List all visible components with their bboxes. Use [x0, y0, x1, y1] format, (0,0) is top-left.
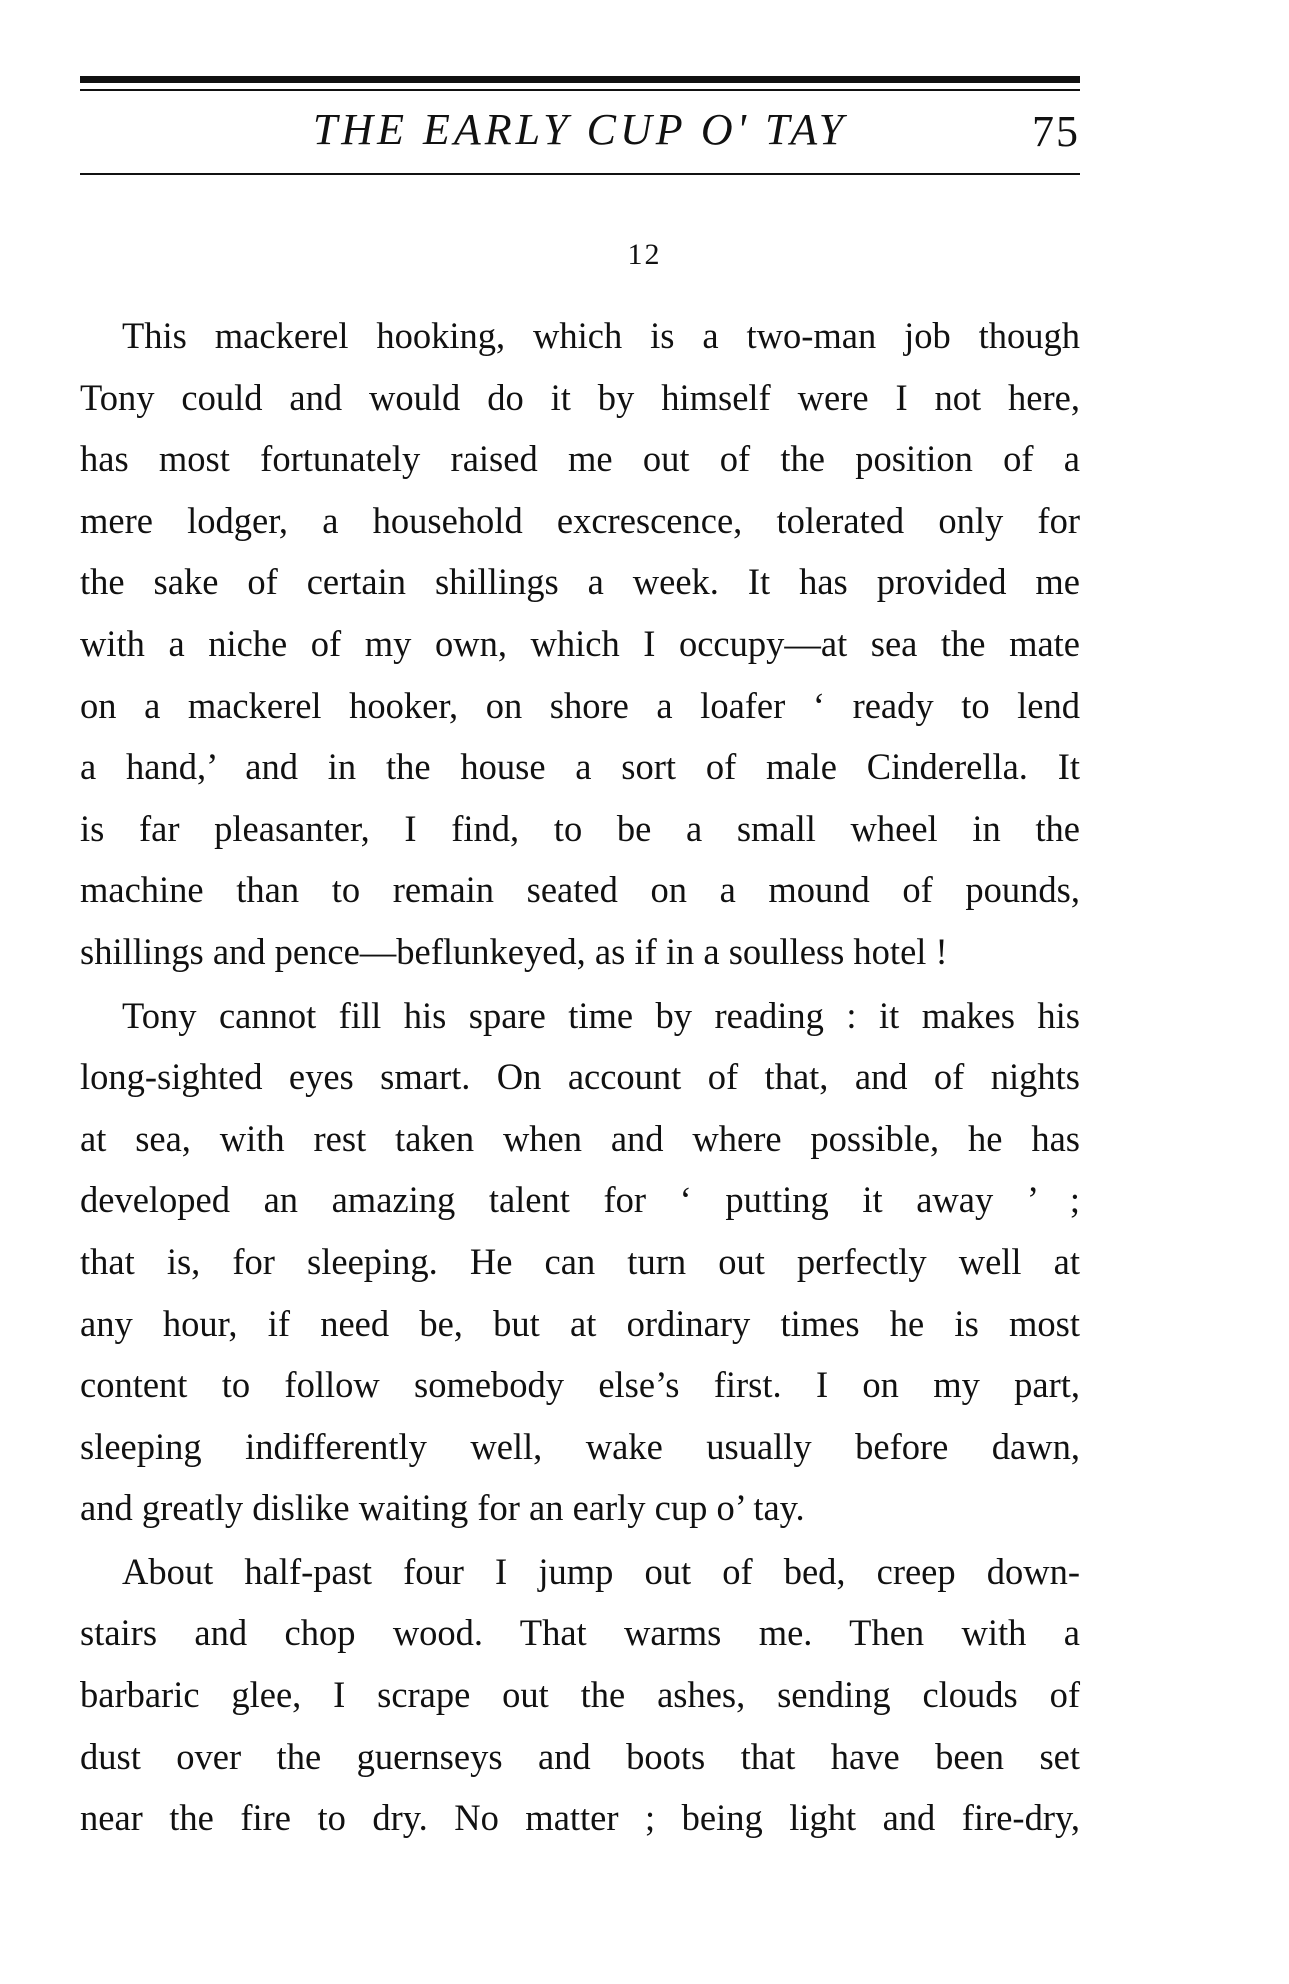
running-head — [80, 98, 1080, 160]
text-line: and greatly dislike waiting for an early cup o’ tay. — [80, 1487, 805, 1529]
text-line: the sake of certain shillings a week. It has provided me — [80, 561, 1080, 603]
header-rule-thick — [80, 76, 1080, 83]
text-line: Tony could and would do it by himself were I not here, — [80, 376, 1080, 418]
header-rule-thin-top — [80, 89, 1080, 91]
text-line: at sea, with rest taken when and where possible, he has — [80, 1117, 1080, 1159]
paragraph — [80, 985, 1080, 1539]
running-title: THE EARLY CUP O' TAY — [312, 105, 848, 154]
page-number: 75 — [1032, 107, 1080, 156]
text-line: with a niche of my own, which I occupy—at sea the mate — [80, 622, 1080, 664]
text-line: Tony cannot fill his spare time by reading : it makes his — [122, 994, 1080, 1036]
text-line: that is, for sleeping. He can turn out perfectly well at — [80, 1240, 1080, 1282]
text-line: on a mackerel hooker, on shore a loafer ‘ ready to lend — [80, 684, 1080, 726]
text-line: a hand,’ and in the house a sort of male Cinderella. It — [80, 746, 1080, 788]
text-line: any hour, if need be, but at ordinary times he is most — [80, 1302, 1080, 1344]
text-line: long-sighted eyes smart. On account of that, and of nights — [80, 1056, 1080, 1098]
text-line: developed an amazing talent for ‘ putting it away ’ ; — [80, 1179, 1080, 1221]
body-text — [80, 305, 1080, 1849]
text-line: barbaric glee, I scrape out the ashes, sending clouds of — [80, 1674, 1080, 1716]
paragraph — [80, 1541, 1080, 1849]
section-number: 12 — [627, 238, 662, 271]
text-line: mere lodger, a household excrescence, tolerated only for — [80, 499, 1080, 541]
paragraph — [80, 305, 1080, 983]
text-line: machine than to remain seated on a mound of pounds, — [80, 869, 1080, 911]
text-line: This mackerel hooking, which is a two-man job though — [122, 315, 1080, 356]
header-rule-thin-bottom — [80, 173, 1080, 175]
text-line: is far pleasanter, I find, to be a small wheel in the — [80, 807, 1080, 849]
text-line: stairs and chop wood. That warms me. Then with a — [80, 1612, 1080, 1654]
text-line: dust over the guernseys and boots that have been set — [80, 1735, 1080, 1777]
text-line: has most fortunately raised me out of the position of a — [80, 438, 1080, 480]
text-line: sleeping indifferently well, wake usually before dawn, — [80, 1425, 1080, 1467]
text-line: content to follow somebody else’s first. I on my part, — [80, 1364, 1080, 1406]
text-line: About half-past four I jump out of bed, creep down- — [122, 1550, 1080, 1592]
text-line: near the fire to dry. No matter ; being light and fire-dry, — [80, 1797, 1080, 1839]
text-line: shillings and pence—beflunkeyed, as if in a soulless hotel ! — [80, 930, 948, 972]
